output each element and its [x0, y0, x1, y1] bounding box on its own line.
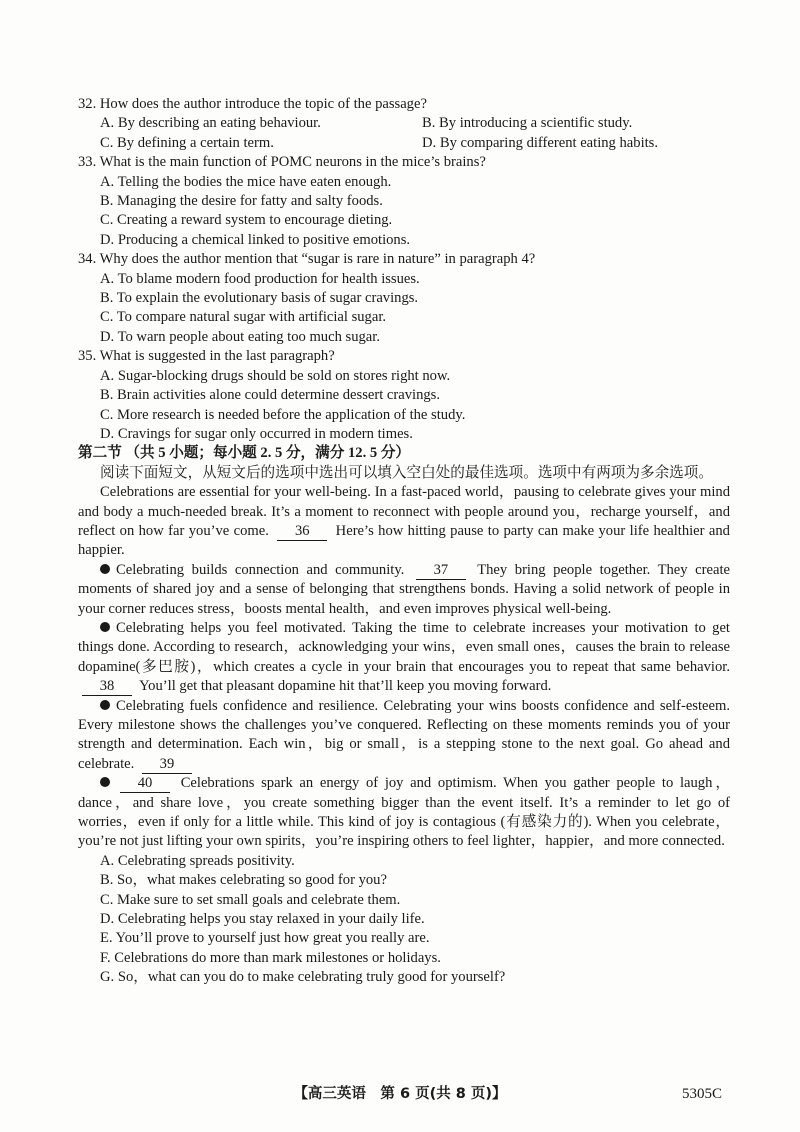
section-heading: 第二节 （共 5 小题；每小题 2. 5 分，满分 12. 5 分） — [78, 445, 411, 462]
option-c[interactable]: C. More research is needed before the application of the study. — [100, 406, 466, 423]
passage-text: They bring people together. They create moments of shared joy and a sense of belonging that strengthens bonds. Having a solid network of people in your corner reduces stress，boosts mental health，and even improves physical well-being. — [78, 561, 730, 617]
option-c[interactable]: C. By defining a certain term. — [100, 134, 274, 151]
choice-b[interactable]: B. So，what makes celebrating so good for you? — [100, 872, 387, 889]
passage-text: Celebrating helps you feel motivated. Taking the time to celebrate increases your motivation to get things done. According to research，acknowledging your wins，even small ones，causes the brain to release dopamine(多巴胺)，which creates a cycle in your brain that encourages you to repeat that same behavior. — [78, 619, 730, 675]
bullet-icon — [100, 622, 110, 632]
question-33 — [78, 153, 730, 250]
option-d[interactable]: D. Producing a chemical linked to positive emotions. — [100, 231, 411, 248]
option-d[interactable]: D. Cravings for sugar only occurred in modern times. — [100, 425, 413, 442]
option-a[interactable]: A. Telling the bodies the mice have eaten enough. — [100, 173, 392, 190]
option-a[interactable]: A. To blame modern food production for health issues. — [100, 270, 420, 287]
passage-text: Celebrating fuels confidence and resilience. Celebrating your wins boosts confidence and self-esteem. Every milestone shows the challenges you’ve conquered. Reflecting on these moments reminds you of your strength and determination. Each win，big or small，is a stepping stone to the next goal. Go ahead and celebrate. — [78, 697, 730, 772]
question-stem: 35. What is suggested in the last paragraph? — [78, 348, 335, 365]
passage-text: You’ll get that pleasant dopamine hit that’ll keep you moving forward. — [139, 678, 552, 695]
question-35 — [78, 347, 730, 444]
choice-c[interactable]: C. Make sure to set small goals and celebrate them. — [100, 891, 401, 908]
option-c[interactable]: C. To compare natural sugar with artificial sugar. — [100, 309, 387, 326]
passage-paragraph-4 — [78, 774, 730, 852]
option-c[interactable]: C. Creating a reward system to encourage dieting. — [100, 212, 393, 229]
option-row — [78, 114, 730, 133]
choice-d[interactable]: D. Celebrating helps you stay relaxed in your daily life. — [100, 911, 425, 928]
option-b[interactable]: B. Brain activities alone could determine dessert cravings. — [100, 387, 441, 404]
choice-g[interactable]: G. So，what can you do to make celebrating truly good for yourself? — [100, 969, 506, 986]
passage-paragraph-3 — [78, 697, 730, 775]
option-a[interactable]: A. Sugar-blocking drugs should be sold on stores right now. — [100, 367, 451, 384]
question-stem: 34. Why does the author mention that “sugar is rare in nature” in paragraph 4? — [78, 251, 536, 268]
passage-paragraph-1 — [78, 561, 730, 619]
blank-36[interactable]: 36 — [277, 523, 327, 541]
answer-choices — [78, 852, 730, 988]
option-a[interactable]: A. By describing an eating behaviour. — [100, 115, 321, 132]
passage-text: Celebrations spark an energy of joy and optimism. When you gather people to laugh，dance，and share love，you create something bigger than the event itself. It’s a reminder to let go of worries，even if only for a little while. This kind of joy is contagious (有感染力的). When you celebrate，you’re not just lifting your own spirits，you’re inspiring others to feel lighter，happier，and more connected. — [78, 775, 730, 850]
bullet-icon — [100, 700, 110, 710]
question-stem: 33. What is the main function of POMC neurons in the mice’s brains? — [78, 154, 486, 171]
option-d[interactable]: D. To warn people about eating too much sugar. — [100, 328, 380, 345]
blank-38[interactable]: 38 — [82, 678, 132, 696]
option-b[interactable]: B. By introducing a scientific study. — [422, 115, 633, 132]
choice-f[interactable]: F. Celebrations do more than mark milestones or holidays. — [100, 949, 441, 966]
option-b[interactable]: B. To explain the evolutionary basis of sugar cravings. — [100, 290, 419, 307]
bullet-icon — [100, 777, 110, 787]
passage-text: Celebrations are essential for your well-being. In a fast-paced world，pausing to celebrate gives your mind and body a much-needed break. It’s a moment to reconnect with people around you，recharge yourself，and reflect on how far you’ve come. — [78, 484, 730, 539]
option-d[interactable]: D. By comparing different eating habits. — [422, 134, 659, 151]
passage-paragraph-2 — [78, 619, 730, 697]
question-34 — [78, 250, 730, 347]
choice-e[interactable]: E. You’ll prove to yourself just how great you really are. — [100, 930, 430, 947]
passage-text: Celebrating builds connection and community. — [116, 561, 405, 578]
option-row — [78, 134, 730, 153]
section-instructions: 阅读下面短文，从短文后的选项中选出可以填入空白处的最佳选项。选项中有两项为多余选项。 — [100, 464, 713, 481]
passage-intro — [78, 483, 730, 561]
page-content — [78, 95, 730, 988]
blank-40[interactable]: 40 — [120, 775, 170, 793]
question-stem: 32. How does the author introduce the topic of the passage? — [78, 96, 427, 112]
option-b[interactable]: B. Managing the desire for fatty and salty foods. — [100, 193, 383, 210]
blank-37[interactable]: 37 — [416, 562, 466, 580]
passage-text: Here’s how hitting pause to party can make your life healthier and happier. — [78, 522, 730, 559]
page-number-label: 【高三英语 第 6 页(共 8 页)】 — [293, 1086, 507, 1102]
exam-code: 5305C — [681, 1086, 722, 1102]
choice-a[interactable]: A. Celebrating spreads positivity. — [100, 852, 295, 869]
question-32 — [78, 95, 730, 153]
bullet-icon — [100, 564, 110, 574]
blank-39[interactable]: 39 — [142, 756, 192, 774]
